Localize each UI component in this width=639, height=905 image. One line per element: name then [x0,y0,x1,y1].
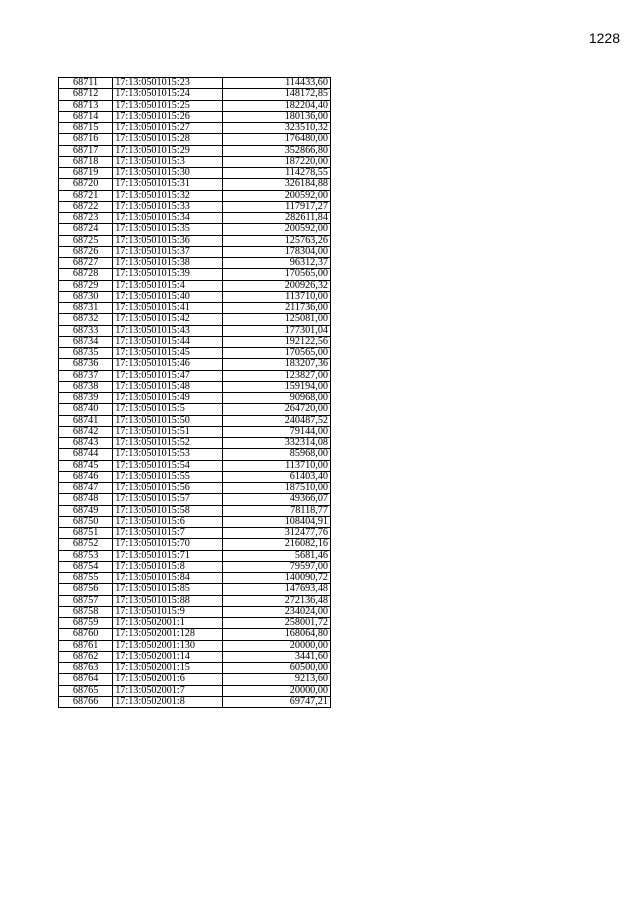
value-cell: 123827,00 [222,370,330,381]
table-row [59,269,331,280]
value-cell: 113710,00 [222,291,330,302]
row-number-cell: 68728 [59,269,113,280]
row-number-cell: 68740 [59,404,113,415]
row-number-cell: 68735 [59,348,113,359]
value-cell: 326184,88 [222,179,330,190]
row-number-cell: 68716 [59,134,113,145]
table-row [59,494,331,505]
value-cell: 216082,16 [222,539,330,550]
value-cell: 49366,07 [222,494,330,505]
cadastral-number-cell: 17:13:0501015:35 [113,224,222,235]
cadastral-number-cell: 17:13:0501015:31 [113,179,222,190]
table-row [59,393,331,404]
table-row [59,674,331,685]
value-cell: 234024,00 [222,606,330,617]
table-row [59,696,331,707]
row-number-cell: 68752 [59,539,113,550]
table-row [59,640,331,651]
cadastral-number-cell: 17:13:0501015:53 [113,449,222,460]
cadastral-number-cell: 17:13:0501015:47 [113,370,222,381]
value-cell: 125763,26 [222,235,330,246]
row-number-cell: 68743 [59,438,113,449]
table-row [59,156,331,167]
value-cell: 147693,48 [222,584,330,595]
cadastral-number-cell: 17:13:0501015:25 [113,100,222,111]
cadastral-number-cell: 17:13:0501015:30 [113,168,222,179]
cadastral-number-cell: 17:13:0501015:71 [113,550,222,561]
table-row [59,505,331,516]
cadastral-number-cell: 17:13:0501015:26 [113,111,222,122]
cadastral-number-cell: 17:13:0501015:43 [113,325,222,336]
cadastral-number-cell: 17:13:0502001:7 [113,685,222,696]
cadastral-number-cell: 17:13:0502001:14 [113,651,222,662]
row-number-cell: 68738 [59,381,113,392]
value-cell: 113710,00 [222,460,330,471]
value-cell: 117917,27 [222,201,330,212]
cadastral-number-cell: 17:13:0502001:1 [113,618,222,629]
table-row [59,471,331,482]
cadastral-number-cell: 17:13:0501015:55 [113,471,222,482]
cadastral-number-cell: 17:13:0501015:6 [113,516,222,527]
value-cell: 148172,85 [222,89,330,100]
value-cell: 178304,00 [222,246,330,257]
cadastral-number-cell: 17:13:0501015:37 [113,246,222,257]
row-number-cell: 68760 [59,629,113,640]
table-row [59,404,331,415]
cadastral-number-cell: 17:13:0501015:84 [113,573,222,584]
row-number-cell: 68763 [59,663,113,674]
row-number-cell: 68719 [59,168,113,179]
row-number-cell: 68730 [59,291,113,302]
cadastral-number-cell: 17:13:0502001:130 [113,640,222,651]
cadastral-number-cell: 17:13:0501015:8 [113,561,222,572]
table-row [59,618,331,629]
value-cell: 69747,21 [222,696,330,707]
table-row [59,539,331,550]
row-number-cell: 68724 [59,224,113,235]
table-row [59,584,331,595]
table-row [59,595,331,606]
cadastral-number-cell: 17:13:0501015:48 [113,381,222,392]
value-cell: 200592,00 [222,190,330,201]
table-row [59,561,331,572]
row-number-cell: 68725 [59,235,113,246]
row-number-cell: 68727 [59,258,113,269]
cadastral-number-cell: 17:13:0501015:58 [113,505,222,516]
value-cell: 79597,00 [222,561,330,572]
value-cell: 258001,72 [222,618,330,629]
row-number-cell: 68734 [59,336,113,347]
value-cell: 108404,91 [222,516,330,527]
table-row [59,145,331,156]
row-number-cell: 68749 [59,505,113,516]
value-cell: 125081,00 [222,314,330,325]
row-number-cell: 68736 [59,359,113,370]
value-cell: 177301,04 [222,325,330,336]
table-row [59,663,331,674]
value-cell: 187220,00 [222,156,330,167]
row-number-cell: 68742 [59,426,113,437]
cadastral-number-cell: 17:13:0501015:34 [113,213,222,224]
cadastral-number-cell: 17:13:0501015:29 [113,145,222,156]
table-row [59,606,331,617]
value-cell: 332314,08 [222,438,330,449]
cadastral-number-cell: 17:13:0501015:57 [113,494,222,505]
row-number-cell: 68718 [59,156,113,167]
table-row [59,78,331,89]
table-row [59,123,331,134]
value-cell: 323510,32 [222,123,330,134]
cadastral-number-cell: 17:13:0501015:28 [113,134,222,145]
cadastral-number-cell: 17:13:0501015:24 [113,89,222,100]
row-number-cell: 68729 [59,280,113,291]
row-number-cell: 68721 [59,190,113,201]
cadastral-number-cell: 17:13:0502001:128 [113,629,222,640]
table-row [59,111,331,122]
table-row [59,336,331,347]
table-row [59,280,331,291]
value-cell: 85968,00 [222,449,330,460]
row-number-cell: 68717 [59,145,113,156]
table-row [59,134,331,145]
row-number-cell: 68722 [59,201,113,212]
cadastral-number-cell: 17:13:0501015:45 [113,348,222,359]
cadastral-number-cell: 17:13:0501015:39 [113,269,222,280]
table-body [59,78,331,708]
table-row [59,550,331,561]
cadastral-number-cell: 17:13:0501015:42 [113,314,222,325]
value-cell: 96312,37 [222,258,330,269]
value-cell: 240487,52 [222,415,330,426]
table-row [59,190,331,201]
row-number-cell: 68753 [59,550,113,561]
table-row [59,258,331,269]
row-number-cell: 68732 [59,314,113,325]
table-row [59,348,331,359]
table-row [59,291,331,302]
value-cell: 140090,72 [222,573,330,584]
row-number-cell: 68741 [59,415,113,426]
row-number-cell: 68712 [59,89,113,100]
cadastral-number-cell: 17:13:0501015:27 [113,123,222,134]
table-row [59,381,331,392]
table-row [59,426,331,437]
cadastral-number-cell: 17:13:0501015:4 [113,280,222,291]
row-number-cell: 68723 [59,213,113,224]
value-cell: 114278,55 [222,168,330,179]
row-number-cell: 68759 [59,618,113,629]
value-cell: 170565,00 [222,348,330,359]
row-number-cell: 68711 [59,78,113,89]
row-number-cell: 68733 [59,325,113,336]
cadastral-number-cell: 17:13:0501015:5 [113,404,222,415]
cadastral-number-cell: 17:13:0502001:6 [113,674,222,685]
value-cell: 183207,36 [222,359,330,370]
table-row [59,168,331,179]
cadastral-number-cell: 17:13:0501015:41 [113,303,222,314]
row-number-cell: 68744 [59,449,113,460]
cadastral-number-cell: 17:13:0501015:7 [113,528,222,539]
cadastral-number-cell: 17:13:0501015:38 [113,258,222,269]
table-row [59,516,331,527]
page-number: 1228 [588,30,620,46]
row-number-cell: 68762 [59,651,113,662]
cadastral-number-cell: 17:13:0501015:44 [113,336,222,347]
table-row [59,685,331,696]
value-cell: 282611,84 [222,213,330,224]
row-number-cell: 68748 [59,494,113,505]
value-cell: 200592,00 [222,224,330,235]
value-cell: 9213,60 [222,674,330,685]
row-number-cell: 68766 [59,696,113,707]
cadastral-number-cell: 17:13:0501015:54 [113,460,222,471]
cadastral-number-cell: 17:13:0501015:85 [113,584,222,595]
cadastral-number-cell: 17:13:0501015:56 [113,483,222,494]
cadastral-value-table [58,77,331,708]
table-row [59,573,331,584]
value-cell: 176480,00 [222,134,330,145]
value-cell: 272136,48 [222,595,330,606]
value-cell: 159194,00 [222,381,330,392]
table-row [59,483,331,494]
row-number-cell: 68713 [59,100,113,111]
row-number-cell: 68754 [59,561,113,572]
cadastral-number-cell: 17:13:0501015:9 [113,606,222,617]
table-row [59,100,331,111]
cadastral-number-cell: 17:13:0501015:32 [113,190,222,201]
row-number-cell: 68731 [59,303,113,314]
table-row [59,179,331,190]
table-row [59,235,331,246]
row-number-cell: 68737 [59,370,113,381]
value-cell: 79144,00 [222,426,330,437]
table-row [59,651,331,662]
value-cell: 114433,60 [222,78,330,89]
table-row [59,629,331,640]
value-cell: 180136,00 [222,111,330,122]
table-row [59,224,331,235]
cadastral-number-cell: 17:13:0501015:33 [113,201,222,212]
table-row [59,325,331,336]
cadastral-number-cell: 17:13:0501015:88 [113,595,222,606]
cadastral-number-cell: 17:13:0501015:70 [113,539,222,550]
row-number-cell: 68714 [59,111,113,122]
table-row [59,89,331,100]
row-number-cell: 68715 [59,123,113,134]
row-number-cell: 68758 [59,606,113,617]
table-row [59,370,331,381]
cadastral-number-cell: 17:13:0501015:40 [113,291,222,302]
cadastral-number-cell: 17:13:0501015:36 [113,235,222,246]
table-row [59,415,331,426]
row-number-cell: 68764 [59,674,113,685]
table-row [59,246,331,257]
value-cell: 211736,00 [222,303,330,314]
row-number-cell: 68726 [59,246,113,257]
cadastral-number-cell: 17:13:0501015:52 [113,438,222,449]
value-cell: 78118,77 [222,505,330,516]
value-cell: 312477,76 [222,528,330,539]
table-row [59,460,331,471]
value-cell: 5681,46 [222,550,330,561]
row-number-cell: 68757 [59,595,113,606]
value-cell: 61403,40 [222,471,330,482]
row-number-cell: 68747 [59,483,113,494]
cadastral-number-cell: 17:13:0501015:23 [113,78,222,89]
value-cell: 352866,80 [222,145,330,156]
cadastral-number-cell: 17:13:0501015:49 [113,393,222,404]
value-cell: 192122,56 [222,336,330,347]
cadastral-number-cell: 17:13:0502001:15 [113,663,222,674]
value-cell: 187510,00 [222,483,330,494]
value-cell: 20000,00 [222,640,330,651]
row-number-cell: 68765 [59,685,113,696]
cadastral-number-cell: 17:13:0501015:51 [113,426,222,437]
table-row [59,201,331,212]
value-cell: 170565,00 [222,269,330,280]
row-number-cell: 68756 [59,584,113,595]
row-number-cell: 68720 [59,179,113,190]
table-row [59,314,331,325]
value-cell: 182204,40 [222,100,330,111]
row-number-cell: 68761 [59,640,113,651]
table-row [59,449,331,460]
table-row [59,213,331,224]
row-number-cell: 68745 [59,460,113,471]
value-cell: 60500,00 [222,663,330,674]
value-cell: 90968,00 [222,393,330,404]
table-row [59,528,331,539]
cadastral-number-cell: 17:13:0501015:50 [113,415,222,426]
value-cell: 168064,80 [222,629,330,640]
value-cell: 3441,60 [222,651,330,662]
row-number-cell: 68746 [59,471,113,482]
row-number-cell: 68751 [59,528,113,539]
row-number-cell: 68755 [59,573,113,584]
table-row [59,303,331,314]
cadastral-number-cell: 17:13:0501015:46 [113,359,222,370]
value-cell: 200926,32 [222,280,330,291]
cadastral-number-cell: 17:13:0501015:3 [113,156,222,167]
cadastral-number-cell: 17:13:0502001:8 [113,696,222,707]
row-number-cell: 68750 [59,516,113,527]
value-cell: 20000,00 [222,685,330,696]
row-number-cell: 68739 [59,393,113,404]
table-row [59,438,331,449]
table-row [59,359,331,370]
value-cell: 264720,00 [222,404,330,415]
